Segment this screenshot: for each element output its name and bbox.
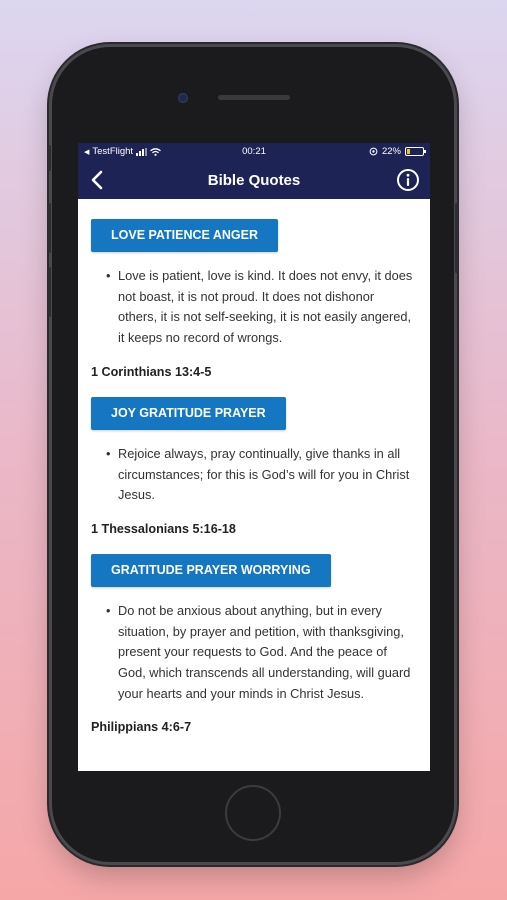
- volume-up-button: [48, 203, 51, 253]
- clock: 00:21: [242, 146, 266, 157]
- quote-card: [78, 382, 430, 539]
- navigation-bar: [78, 161, 430, 199]
- quote-reference: 1 Corinthians 13:4-5: [91, 364, 212, 379]
- tag-button[interactable]: LOVE PATIENCE ANGER: [91, 219, 278, 252]
- quote-text: • Love is patient, love is kind. It does not envy, it does not boast, it is not proud. It does not dishonor others, it is not self-seeking, it is not easily angered, it keeps no record of wrongs.: [106, 266, 414, 349]
- page-title: Bible Quotes: [207, 172, 301, 189]
- volume-down-button: [48, 267, 51, 317]
- home-button[interactable]: [225, 785, 281, 841]
- quote-card: [78, 539, 430, 738]
- back-to-app-icon: ◀: [84, 148, 90, 156]
- battery-fill: [407, 149, 410, 154]
- mute-switch: [48, 145, 51, 171]
- phone-frame: [52, 47, 454, 862]
- power-button: [455, 203, 458, 273]
- earpiece-speaker: [218, 95, 290, 100]
- quote-text: • Do not be anxious about anything, but in every situation, by prayer and petition, with thanksgiving, present your requests to God. And the peace of God, which transcends all understanding, will guard your hearts and your minds in Christ Jesus.: [106, 601, 414, 705]
- front-camera: [178, 93, 188, 103]
- status-right: [369, 146, 424, 157]
- carrier-label: TestFlight: [92, 146, 134, 157]
- quotes-list[interactable]: [78, 199, 430, 771]
- quote-reference: 1 Thessalonians 5:16-18: [91, 521, 236, 536]
- info-circle-icon[interactable]: [396, 168, 420, 192]
- status-bar: [78, 143, 430, 161]
- tag-button[interactable]: GRATITUDE PRAYER WORRYING: [91, 554, 331, 587]
- app-screen: [78, 143, 430, 771]
- quote-reference: Philippians 4:6-7: [91, 720, 192, 735]
- battery-percent: 22%: [381, 146, 401, 157]
- quote-card: [78, 199, 430, 382]
- battery-icon: [405, 147, 424, 156]
- quote-text: • Rejoice always, pray continually, give thanks in all circumstances; for this is God’s will for you in Christ Jesus.: [106, 444, 414, 506]
- orientation-lock-icon: [369, 147, 378, 156]
- tag-button[interactable]: JOY GRATITUDE PRAYER: [91, 397, 286, 430]
